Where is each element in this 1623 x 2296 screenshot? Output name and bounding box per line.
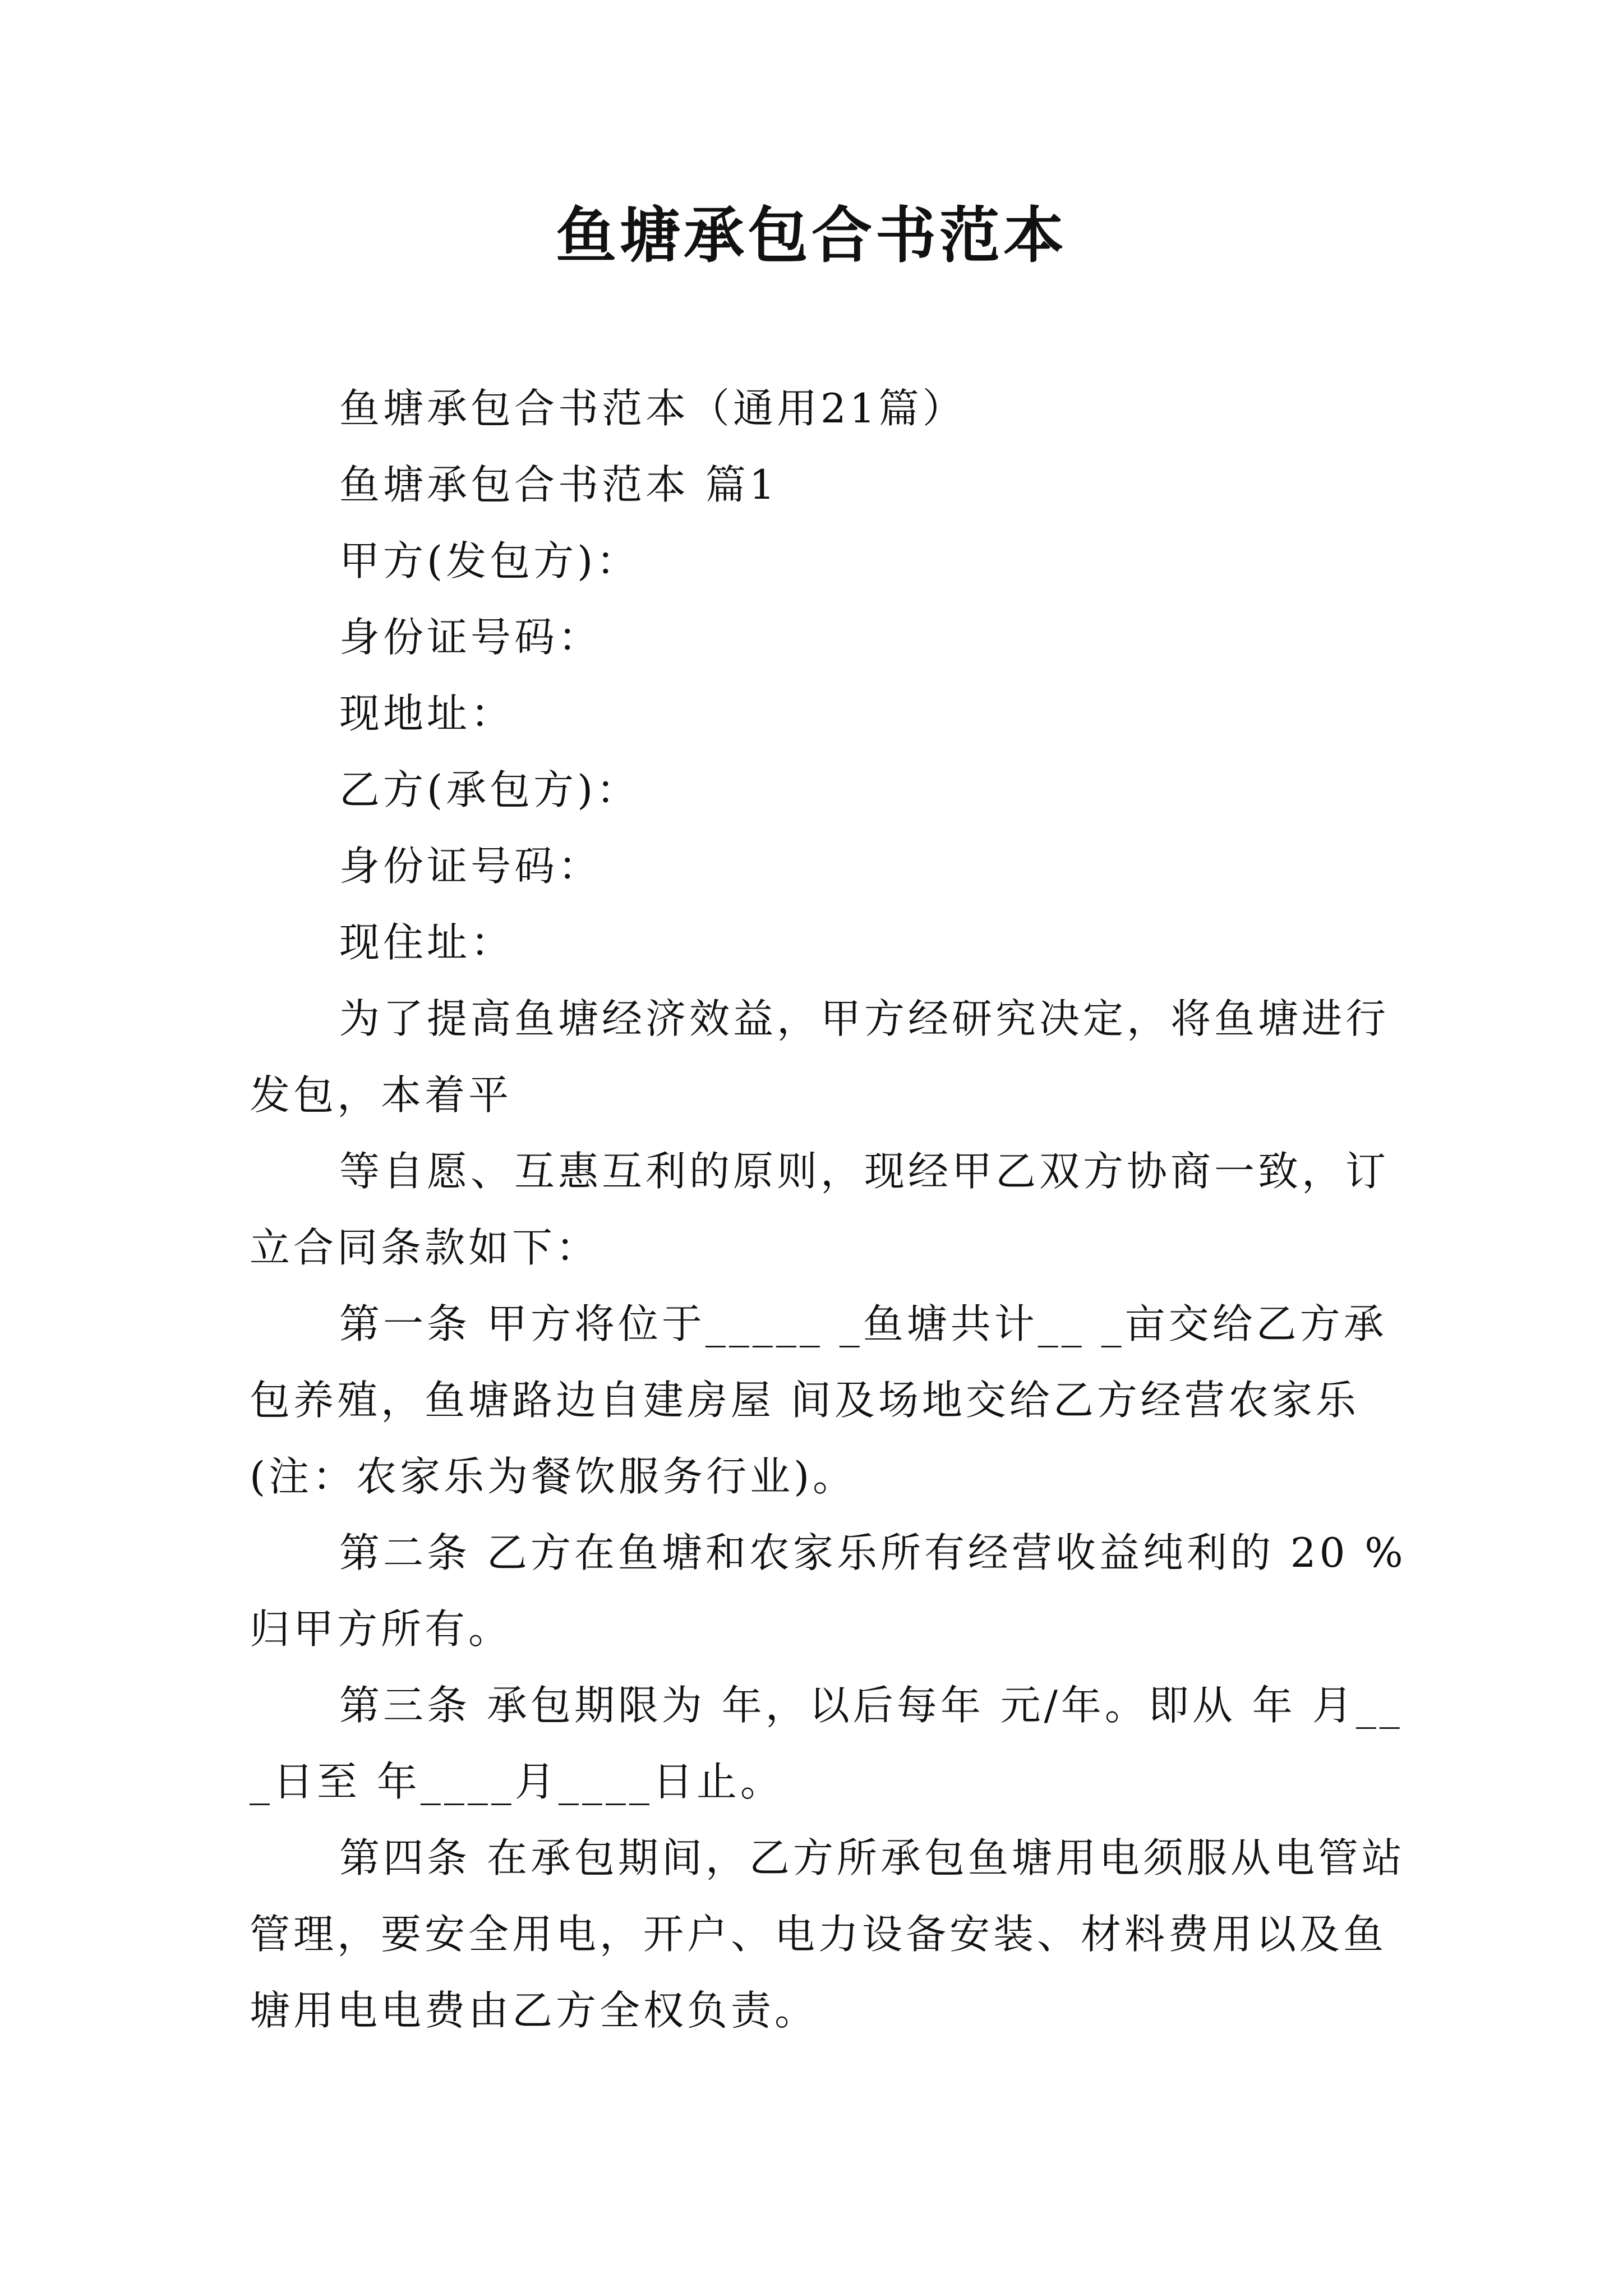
paragraph-article-2: 第二条 乙方在鱼塘和农家乐所有经营收益纯利的 20 %归甲方所有。 xyxy=(250,1529,1407,1653)
paragraph-party-b-id: 身份证号码： xyxy=(339,843,602,890)
paragraph-party-a-address: 现地址： xyxy=(339,690,515,737)
document-title: 鱼塘承包合书范本 xyxy=(555,200,1067,271)
paragraph-party-b-address: 现住址： xyxy=(339,919,515,966)
paragraph-section-heading: 鱼塘承包合书范本 篇1 xyxy=(339,461,778,508)
paragraph-subtitle: 鱼塘承包合书范本（通用21篇） xyxy=(339,385,966,432)
paragraph-intro-1: 为了提高鱼塘经济效益，甲方经研究决定，将鱼塘进行发包，本着平 xyxy=(250,995,1390,1119)
paragraph-article-1: 第一条 甲方将位于_____ _鱼塘共计__ _亩交给乙方承包养殖，鱼塘路边自建房屋 间及场地交给乙方经营农家乐(注：农家乐为餐饮服务行业)。 xyxy=(250,1300,1387,1500)
paragraph-article-4: 第四条 在承包期间，乙方所承包鱼塘用电须服从电管站管理，要安全用电，开户、电力设备安装、材料费用以及鱼塘用电电费由乙方全权负责。 xyxy=(250,1834,1405,2034)
paragraph-party-a: 甲方(发包方)： xyxy=(339,537,640,585)
paragraph-party-a-id: 身份证号码： xyxy=(339,614,602,661)
document-body xyxy=(250,370,1408,2049)
paragraph-article-3: 第三条 承包期限为 年，以后每年 元/年。即从 年 月__ _日至 年____月____日止。 xyxy=(250,1682,1403,1805)
paragraph-intro-2: 等自愿、互惠互利的原则，现经甲乙双方协商一致，订立合同条款如下： xyxy=(250,1148,1390,1271)
paragraph-party-b: 乙方(承包方)： xyxy=(339,766,640,813)
